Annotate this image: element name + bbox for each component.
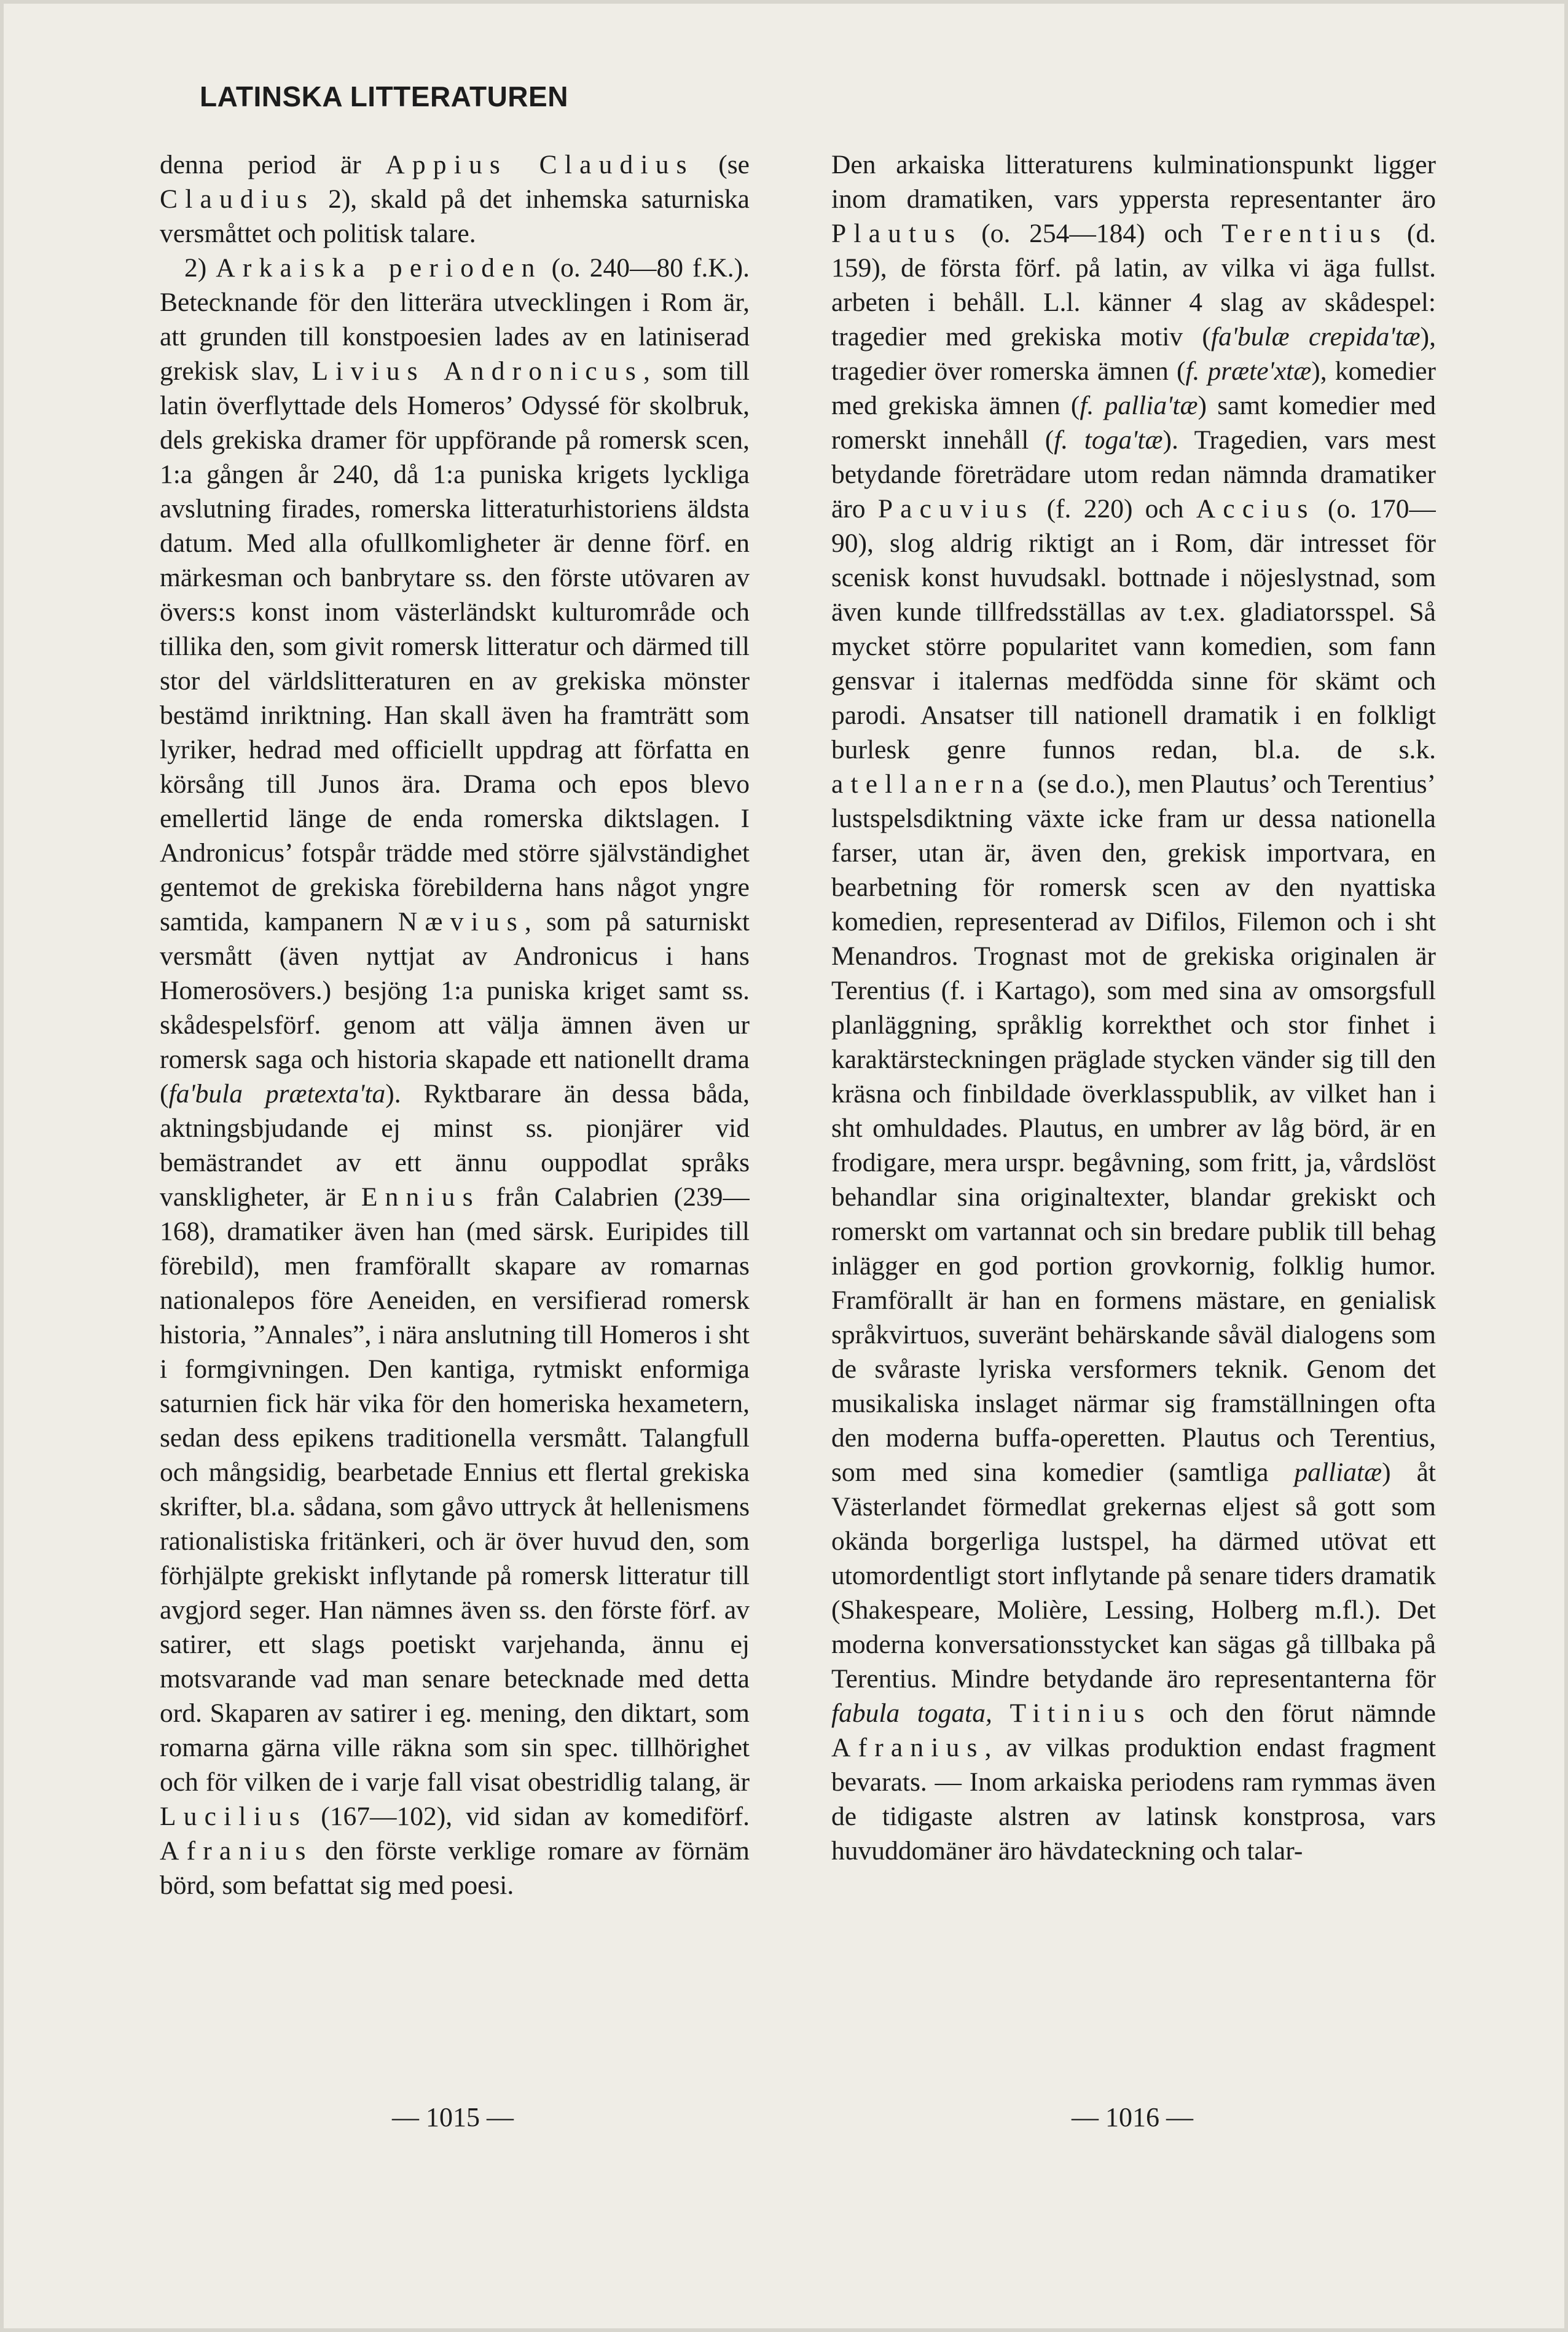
page-number-left: — 1015 — [392,2102,514,2132]
page-number-right: — 1016 — [1072,2102,1193,2132]
spaced-name: Titinius [1009,1698,1152,1728]
paragraph: 2) Arkaiska perioden (o. 240—80 f.K.). Betecknande för den litterära utvecklingen i Rom är, att grunden till konstpoesien lades av en latiniserad grekisk slav, Livius Andronicus, som till latin överflyttade dels Homeros’ Odyssé för skolbruk, dels grekiska dramer för uppförande på romersk scen, 1:a gången år 240, då 1:a puniska krigets lyckliga avslutning firades, romerska litteraturhistoriens äldsta datum. Med alla ofullkomligheter är denne förf. en märkesman och banbrytare ss. den förste utövaren av övers:s konst inom västerländskt kulturområde och tillika den, som givit romersk litteratur och därmed till stor del världslitteraturen en av grekiska mönster bestämd inriktning. Han skall även ha framträtt som lyriker, hedrad med officiellt uppdrag att författa en körsång till Junos ära. Drama och epos blevo emellertid länge de enda romerska diktslagen. I Andronicus’ fotspår trädde med större självständighet gentemot de grekiska förebilderna hans något yngre samtida, kampanern Nævius, som på saturniskt versmått (även nyttjat av Andronicus i hans Homerosövers.) besjöng 1:a puniska kriget samt ss. skådespelsförf. genom att välja ämnen även ur romersk saga och historia skapade ett nationellt drama (fa'bula prætexta'ta). Ryktbarare än dessa båda, aktningsbjudande ej minst ss. pionjärer vid bemästrandet av ett ännu ouppodlat språks vanskligheter, är Ennius från Calabrien (239—168), dramatiker även han (med särsk. Euripides till förebild), men framförallt skapare av romarnas nationalepos före Aeneiden, en versifierad romersk historia, ”Annales”, i nära anslutning till Homeros i sht i formgivningen. Den kantiga, rytmiskt enformiga saturnien fick här vika för den homeriska hexametern, sedan dess epikens traditionella versmått. Talangfull och mångsidig, bearbetade Ennius ett flertal grekiska skrifter, bl.a. sådana, som gåvo uttryck åt hellenismens rationalistiska fritänkeri, och är över huvud den, som förhjälpte grekiskt inflytande på romersk litteratur till avgjord seger. Han nämnes även ss. den förste förf. av satirer, ett slags poetiskt varjehanda, ännu ej motsvarande vad man senare betecknade med detta ord. Skaparen av satirer i eg. mening, den diktart, som romarna gärna ville räkna som sin spec. tillhörighet och för vilken de i varje fall visat obestridlig talang, är Lucilius (167—102), vid sidan av komediförf. Afranius den förste verklige romare av förnäm börd, som befattat sig med poesi. [160,253,750,1900]
spaced-name: Arkaiska perioden [216,253,543,283]
spaced-name: Terentius [1221,219,1389,248]
spaced-name: atellanerna [831,769,1031,799]
italic-term: f. toga'tæ [1054,425,1163,455]
spaced-name: Nævius [398,907,525,936]
italic-term: f. præte'xtæ [1185,356,1312,386]
paragraph: Den arkaiska litteraturens kulminationspunkt ligger inom dramatiken, vars yppersta representanter äro Plautus (o. 254—184) och Terentius (d. 159), de första förf. på latin, av vilka vi äga fullst. arbeten i behåll. L.l. känner 4 slag av skådespel: tragedier med grekiska motiv (fa'bulæ crepida'tæ), tragedier över romerska ämnen (f. præte'xtæ), komedier med grekiska ämnen (f. pallia'tæ) samt komedier med romerskt innehåll (f. toga'tæ). Tragedien, vars mest betydande företrädare utom redan nämnda dramatiker äro Pacuvius (f. 220) och Accius (o. 170—90), slog aldrig riktigt an i Rom, där intresset för scenisk konst huvudsakl. bottnade i nöjeslystnad, som även kunde tillfredsställas av t.ex. gladiatorsspel. Så mycket större popularitet vann komedien, som fann gensvar i italernas medfödda sinne för skämt och parodi. Ansatser till nationell dramatik i en folkligt burlesk genre funnos redan, bl.a. de s.k. atellanerna (se d.o.), men Plautus’ och Terentius’ lustspelsdiktning växte icke fram ur dessa nationella farser, utan är, även den, grekisk importvara, en bearbetning för romersk scen av den nyattiska komedien, representerad av Difilos, Filemon och i sht Menandros. Trognast mot de grekiska originalen är Terentius (f. i Kartago), som med sina av omsorgsfull planläggning, språklig korrekthet och stor finhet i karaktärsteckningen präglade stycken vänder sig till den kräsna och finbildade överklasspublik, av vilket han i sht omhuldades. Plautus, en umbrer av låg börd, är en frodigare, mera urspr. begåvning, som fritt, ja, vårdslöst behandlar sina originaltexter, blandar grekiskt och romerskt om vartannat och sin bredare publik till behag inlägger en god portion grovkornig, folklig humor. Framförallt är han en formens mästare, en genialisk språkvirtuos, suveränt behärskande såväl dialogens som de svåraste lyriska versformers teknik. Genom det musikaliska inslaget närmar sig framställningen ofta den moderna buffa-operetten. Plautus och Terentius, som med sina komedier (samtliga palliatæ) åt Västerlandet förmedlat grekernas eljest så gott som okända borgerliga lustspel, ha därmed utövat ett utomordentligt stort inflytande på senare tiders dramatik (Shakespeare, Molière, Lessing, Holberg m.fl.). Det moderna konversationsstycket kan sägas gå tillbaka på Terentius. Mindre betydande äro representanterna för fabula togata, Titinius och den förut nämnde Afranius, av vilkas produktion endast fragment bevarats. — Inom arkaiska periodens ram rymmas även de tidigaste alstren av latinsk konstprosa, vars huvuddomäner äro hävdateckning och talar- [831,150,1436,1866]
spaced-name: Afranius [831,1733,985,1762]
spaced-name: Afranius [160,1836,313,1866]
italic-term: fabula togata, [831,1698,992,1728]
italic-term: fa'bulæ crepida'tæ [1210,322,1421,351]
spaced-name: Plautus [831,219,963,248]
right-column [831,147,1436,2059]
running-header: LATINSKA LITTERATUREN [200,80,568,112]
spaced-name: Appius Claudius [385,150,694,179]
paragraph: denna period är Appius Claudius (se Claudius 2), skald på det inhemska saturniska versmåttet och politisk talare. [160,150,750,248]
spaced-name: Accius [1196,494,1315,524]
spaced-name: Ennius [361,1182,480,1212]
italic-term: palliatæ [1294,1458,1382,1487]
italic-term: fa'bula prætexta'ta [168,1079,386,1109]
spaced-name: Livius Andronicus [312,356,643,386]
italic-term: f. pallia'tæ [1080,391,1198,420]
left-column [160,147,750,2059]
spaced-name: Pacuvius [877,494,1035,524]
spaced-name: Lucilius [160,1802,308,1831]
spaced-name: Claudius [160,184,315,214]
